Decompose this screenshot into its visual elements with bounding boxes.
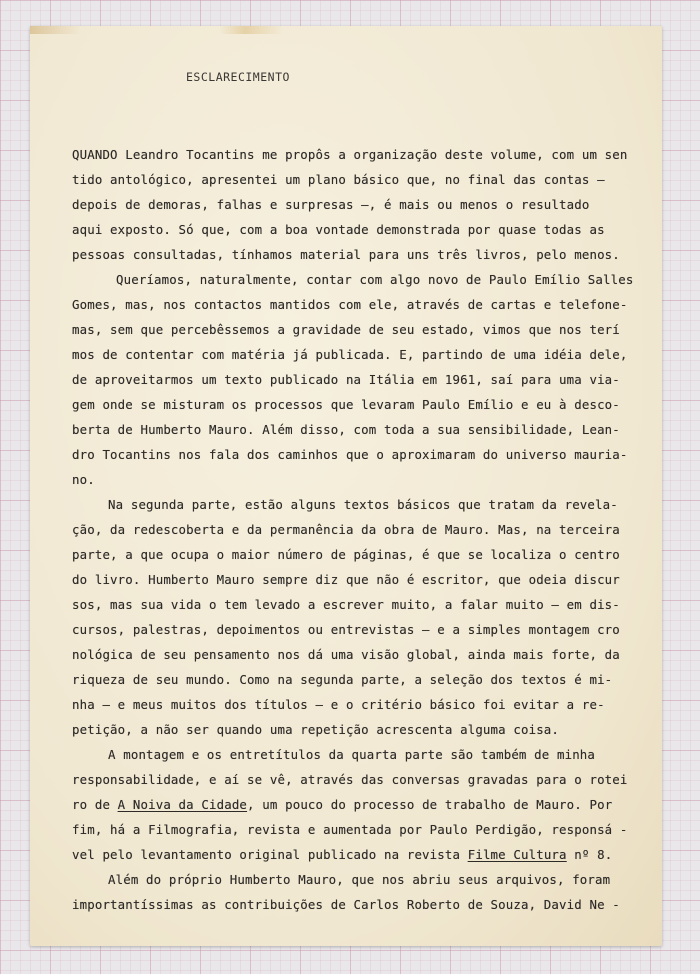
text-line: ção, da redescoberta e da permanência da obra de Mauro. Mas, na terceira bbox=[72, 522, 620, 537]
page-title: ESCLARECIMENTO bbox=[186, 70, 290, 84]
text-line: sos, mas sua vida o tem levado a escrever muito, a falar muito — em dis- bbox=[72, 597, 620, 612]
text-line: aqui exposto. Só que, com a boa vontade demonstrada por quase todas as bbox=[72, 222, 605, 237]
text-line: responsabilidade, e aí se vê, através das conversas gravadas para o rotei bbox=[72, 772, 628, 787]
text-line: fim, há a Filmografia, revista e aumentada por Paulo Perdigão, responsá - bbox=[72, 822, 628, 837]
text-line: do livro. Humberto Mauro sempre diz que não é escritor, que odeia discur bbox=[72, 572, 620, 587]
text-line: A montagem e os entretítulos da quarta parte são também de minha bbox=[108, 747, 596, 762]
text-line: riqueza de seu mundo. Como na segunda parte, a seleção dos textos é mi- bbox=[72, 672, 613, 687]
text-line: petição, a não ser quando uma repetição acrescenta alguma coisa. bbox=[72, 722, 560, 737]
underlined-title: A Noiva da Cidade bbox=[117, 797, 248, 812]
text-line: de aproveitarmos um texto publicado na Itália em 1961, saí para uma via- bbox=[72, 372, 620, 387]
text-line: depois de demoras, falhas e surpresas —, é mais ou menos o resultado bbox=[72, 197, 590, 212]
text-line: dro Tocantins nos fala dos caminhos que o aproximaram do universo mauria- bbox=[72, 447, 628, 462]
text-line: mas, sem que percebêssemos a gravidade de seu estado, vimos que nos terí bbox=[72, 322, 620, 337]
text-line: Gomes, mas, nos contactos mantidos com ele, através de cartas e telefone- bbox=[72, 297, 628, 312]
text-line: nha — e meus muitos dos títulos — e o critério básico foi evitar a re- bbox=[72, 697, 605, 712]
text-line: tido antológico, apresentei um plano básico que, no final das contas — bbox=[72, 172, 605, 187]
text-line: vel pelo levantamento original publicado na revista Filme Cultura nº 8. bbox=[72, 847, 613, 862]
text-line: pessoas consultadas, tínhamos material para uns três livros, pelo menos. bbox=[72, 247, 620, 262]
text-line: berta de Humberto Mauro. Além disso, com toda a sua sensibilidade, Lean- bbox=[72, 422, 620, 437]
text-line: gem onde se misturam os processos que levaram Paulo Emílio e eu à desco- bbox=[72, 397, 620, 412]
text-line: Queríamos, naturalmente, contar com algo novo de Paulo Emílio Salles bbox=[116, 272, 634, 287]
underlined-title: Filme Cultura bbox=[467, 847, 567, 862]
text-line: cursos, palestras, depoimentos ou entrevistas — e a simples montagem cro bbox=[72, 622, 620, 637]
text-line: importantíssimas as contribuições de Carlos Roberto de Souza, David Ne - bbox=[72, 897, 620, 912]
text-line: Além do próprio Humberto Mauro, que nos abriu seus arquivos, foram bbox=[108, 872, 611, 887]
text-line: QUANDO Leandro Tocantins me propôs a organização deste volume, com um sen bbox=[72, 147, 628, 162]
text-line: no. bbox=[72, 472, 95, 487]
text-line: ro de A Noiva da Cidade, um pouco do processo de trabalho de Mauro. Por bbox=[72, 797, 613, 812]
text-line: Na segunda parte, estão alguns textos básicos que tratam da revela- bbox=[108, 497, 618, 512]
text-line: nológica de seu pensamento nos dá uma visão global, ainda mais forte, da bbox=[72, 647, 620, 662]
text-line: mos de contentar com matéria já publicada. E, partindo de uma idéia dele, bbox=[72, 347, 628, 362]
text-line: parte, a que ocupa o maior número de páginas, é que se localiza o centro bbox=[72, 547, 620, 562]
